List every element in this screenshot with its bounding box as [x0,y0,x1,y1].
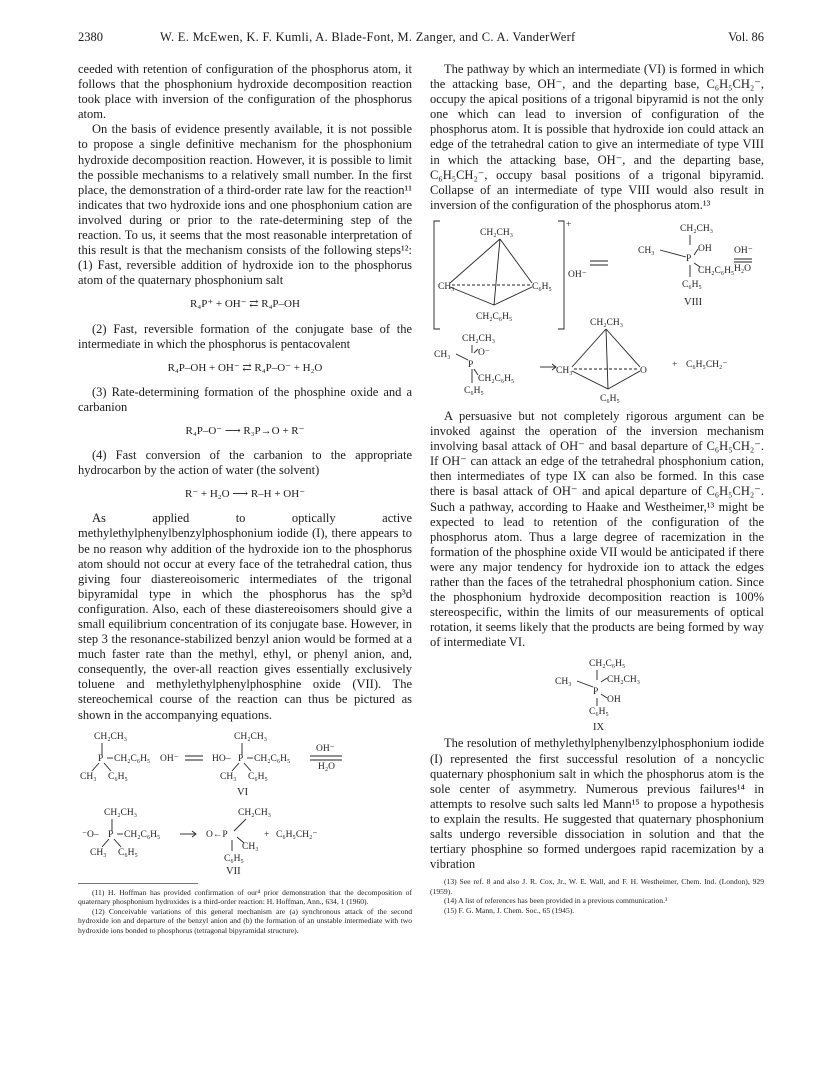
chem-plus: + [672,359,678,370]
chem-plus: + [264,829,270,840]
running-authors: W. E. McEwen, K. F. Kumli, A. Blade-Font, M. Zanger, and C. A. VanderWerf [160,30,576,44]
chem-ethyl: CH₂CH₃ [234,731,268,742]
paragraph: As applied to optically active methylethylphenylbenzylphosphonium iodide (I), there appears to be no reason why addition of the hydroxide ion to the phosphorus atom should not occur at every face of the tetrahedral cation, thus giving four diastereoisomeric intermediates of the trigonal bipyramidal type in which the phosphorus has the sp³d configuration. Also, each of these diastereoisomers should give a small equilibrium concentration of its conjugate base. However, in step 3 the resonance-stabilized benzyl anion would be formed at a much faster rate than the methyl, ethyl, or phenyl anion, and, consequently, the over-all reaction gives essentially exclusively toluene and methylethylphenylphosphine oxide (VII). The stereochemical course of the reaction can thus be pictured as shown in the accompanying equations. [78,511,412,722]
chem-p-atom: P [238,753,244,764]
chem-ethyl: CH₂CH₃ [94,731,128,742]
chem-p-atom: P [108,829,114,840]
chem-ethyl: CH₂CH₃ [462,333,496,344]
chem-hydroxide: OH⁻ [568,269,587,280]
chem-ethyl: CH₂CH₃ [590,317,624,328]
footnote-14: (14) A list of references has been provided in a previous communication.³ [444,896,668,906]
equation-step-1: R₄P⁺ + OH⁻ ⇄ R₄P–OH [190,298,300,311]
paragraph: On the basis of evidence presently available, it is not possible to propose a single definitive mechanism for the phosphonium hydroxide decomposition reaction. However, it is possible to limit the possible mechanisms to a relatively small number. In the first place, the demonstration of a third-order rate law for the reaction¹¹ indicates that two hydroxide ions and one phosphonium cation are involved during or prior to the rate-determining step of the reaction. To us, it seems that the most reasonable interpretation of this result is that the mechanism consists of the following steps¹²: (1) Fast, reversible addition of hydroxide ion to the phosphorus atom of the quaternary phosphonium salt [78,122,412,288]
chem-phenyl: C₆H₅ [118,847,138,858]
chem-benzyl-anion: C₆H₅CH₂⁻ [276,829,318,840]
chem-oxide: O←P [206,829,228,840]
chem-benzyl: CH₂C₆H₅ [698,265,735,276]
chem-hydroxide: OH⁻ [734,245,753,256]
footnote-rule [78,883,198,884]
compound-label-viii: VIII [684,296,703,308]
chem-methyl: CH₃ [638,245,655,256]
page-number: 2380 [78,30,103,44]
chem-phenyl: C₆H₅ [532,281,552,292]
paragraph: (3) Rate-determining formation of the phosphine oxide and a carbanion [78,384,412,414]
chem-ethyl: CH₂CH₃ [680,223,714,234]
chem-p-atom: P [468,359,474,370]
chem-benzyl: CH₂C₆H₅ [114,753,151,764]
reaction-scheme-vi-vii [80,727,410,877]
chem-oh: OH [607,695,621,706]
chem-ho: HO– [212,753,231,764]
chem-o-minus: ⁻O– [82,829,99,840]
left-column [78,62,412,936]
chem-methyl: CH₃ [438,281,455,292]
paragraph: The resolution of methylethylphenylbenzylphosphonium iodide (I) represented the first successful resolution of a noncyclic quaternary phosphonium salt in which the phosphorus atom is the sole center of asymmetry. Numerous previous failures¹⁴ in attempts to resolve such salts led Mann¹⁵ to propose a hypothesis to explain the results. He suggested that quaternary phosphonium salts undergo reversible dissociation in solution and that the tertiary phosphine so formed undergoes rapid racemization by a vibration [430,736,764,872]
volume-label: Vol. 86 [728,30,764,44]
footnote-11: (11) H. Hoffman has provided confirmation of our⁴ prior demonstration that the decomposition of quaternary phosphonium hydroxides is a third-order reaction: H. Hoffman, Ann., 634, 1 (1960). [78,887,412,907]
footnote-12: (12) Conceivable variations of this general mechanism are (a) synchronous attack of the second hydroxide ion and departure of the benzyl anion and (b) the formation of an unstable intermediate with two hydroxide ions bonded to phosphorus (tetragonal bipyramidal structure). [78,906,412,936]
equation-step-3: R₄P–O⁻ ⟶ R₃P→O + R⁻ [185,424,305,437]
chem-benzyl: CH₂C₆H₅ [254,753,291,764]
chem-methyl: CH₃ [434,349,451,360]
paragraph: The pathway by which an intermediate (VI) is formed in which the attacking base, OH⁻, and the departing base, C₆H₅CH₂⁻, occupy the apical positions of a trigonal bipyramid is not the only one which can lead to inversion of configuration of the phosphorus atom. It is possible that hydroxide ion could attack an edge of the tetrahedral cation to give an intermediate of type VIII in which the attacking base, OH⁻, and the departing base, C₆H₅CH₂⁻, occupy basal positions of a trigonal bipyramid. Collapse of an intermediate of type VIII would also result in inversion of the configuration of the phosphorus atom.¹³ [430,62,764,212]
chem-methyl: CH₃ [556,365,573,376]
paragraph: (4) Fast conversion of the carbanion to the appropriate hydrocarbon by the action of water (the solvent) [78,448,412,478]
paragraph: ceeded with retention of configuration of the phosphorus atom, it follows that the phosphonium hydroxide decomposition reaction took place with inversion of the configuration of the phosphorus atom. [78,62,412,122]
chem-methyl: CH₃ [220,771,237,782]
chem-hydroxide: OH⁻ [316,743,335,754]
chem-oh: OH [698,243,712,254]
chem-p-atom: P [686,253,692,264]
chem-p-atom: P [593,687,599,698]
chem-ethyl: CH₂CH₃ [480,227,514,238]
chem-benzyl: CH₂C₆H₅ [478,373,515,384]
edge-attack-scheme-viii [432,217,762,405]
chem-ethyl: CH₂CH₃ [238,807,272,818]
chem-methyl: CH₃ [80,771,97,782]
chem-phenyl: C₆H₅ [589,707,609,718]
chem-water: H₂O [734,263,752,274]
chem-o-minus: O⁻ [478,347,490,358]
chem-phenyl: C₆H₅ [248,771,268,782]
chem-water: H₂O [318,761,336,772]
equation-step-4: R⁻ + H₂O ⟶ R–H + OH⁻ [184,488,306,501]
chem-benzyl: CH₂C₆H₅ [124,829,161,840]
paragraph: (2) Fast, reversible formation of the conjugate base of the intermediate in which the phosphorus is pentacovalent [78,321,412,351]
chem-phenyl: C₆H₅ [600,393,620,404]
compound-label-ix: IX [593,722,605,733]
chem-phenyl: C₆H₅ [108,771,128,782]
chem-methyl: CH₃ [555,677,572,688]
chem-benzyl: CH₂C₆H₅ [476,311,513,322]
compound-label-vii: VII [226,865,241,877]
chem-phenyl: C₆H₅ [224,853,244,864]
chem-p-atom: P [98,753,104,764]
chem-benzyl: CH₂C₆H₅ [589,659,626,670]
chem-ethyl: CH₂CH₃ [104,807,138,818]
compound-label-vi: VI [237,786,249,798]
chem-hydroxide: OH⁻ [160,753,179,764]
paragraph: A persuasive but not completely rigorous argument can be invoked against the operation of the inversion mechanism involving basal attack of OH⁻ and basal departure of C₆H₅CH₂⁻. If OH⁻ can attack an edge of the tetrahedral phosphonium cation, then intermediates of type IX can also be formed. In this case there is basal attack of OH⁻ and apical departure of C₆H₅CH₂⁻. Such a pathway, according to Haake and Westheimer,¹³ might be expected to lead to retention of the configuration of the phosphorus atom. Thus a large degree of racemization in the formation of the phosphine oxide VII would be anticipated if there were any major tendency for hydroxide ion to attack the edges rather than the faces of the tetrahedral phosphonium cation. Since the phosphonium hydroxide decomposition reaction is 100% stereospecific, within the limits of our measurements of optical rotation, it seems likely that the products are being formed by way of intermediate VI. [430,408,764,650]
chem-plus: + [566,219,572,230]
chem-phenyl: C₆H₅ [682,279,702,290]
intermediate-ix [497,654,697,732]
equation-step-2: R₄P–OH + OH⁻ ⇄ R₄P–O⁻ + H₂O [167,361,323,374]
chem-methyl: CH₃ [242,841,259,852]
chem-methyl: CH₃ [90,847,107,858]
chem-ethyl: CH₂CH₃ [607,675,641,686]
footnote-13: (13) See ref. 8 and also J. R. Cox, Jr., W. E. Wall, and F. H. Westheimer, Chem. Ind. (London), 929 (1959). [430,877,764,896]
footnote-15: (15) F. G. Mann, J. Chem. Soc., 65 (1945). [444,906,575,916]
chem-phenyl: C₆H₅ [464,385,484,396]
chem-oxygen: O [640,365,647,376]
right-column [430,62,764,916]
running-header [78,30,764,50]
chem-benzyl-anion: C₆H₅CH₂⁻ [686,359,728,370]
